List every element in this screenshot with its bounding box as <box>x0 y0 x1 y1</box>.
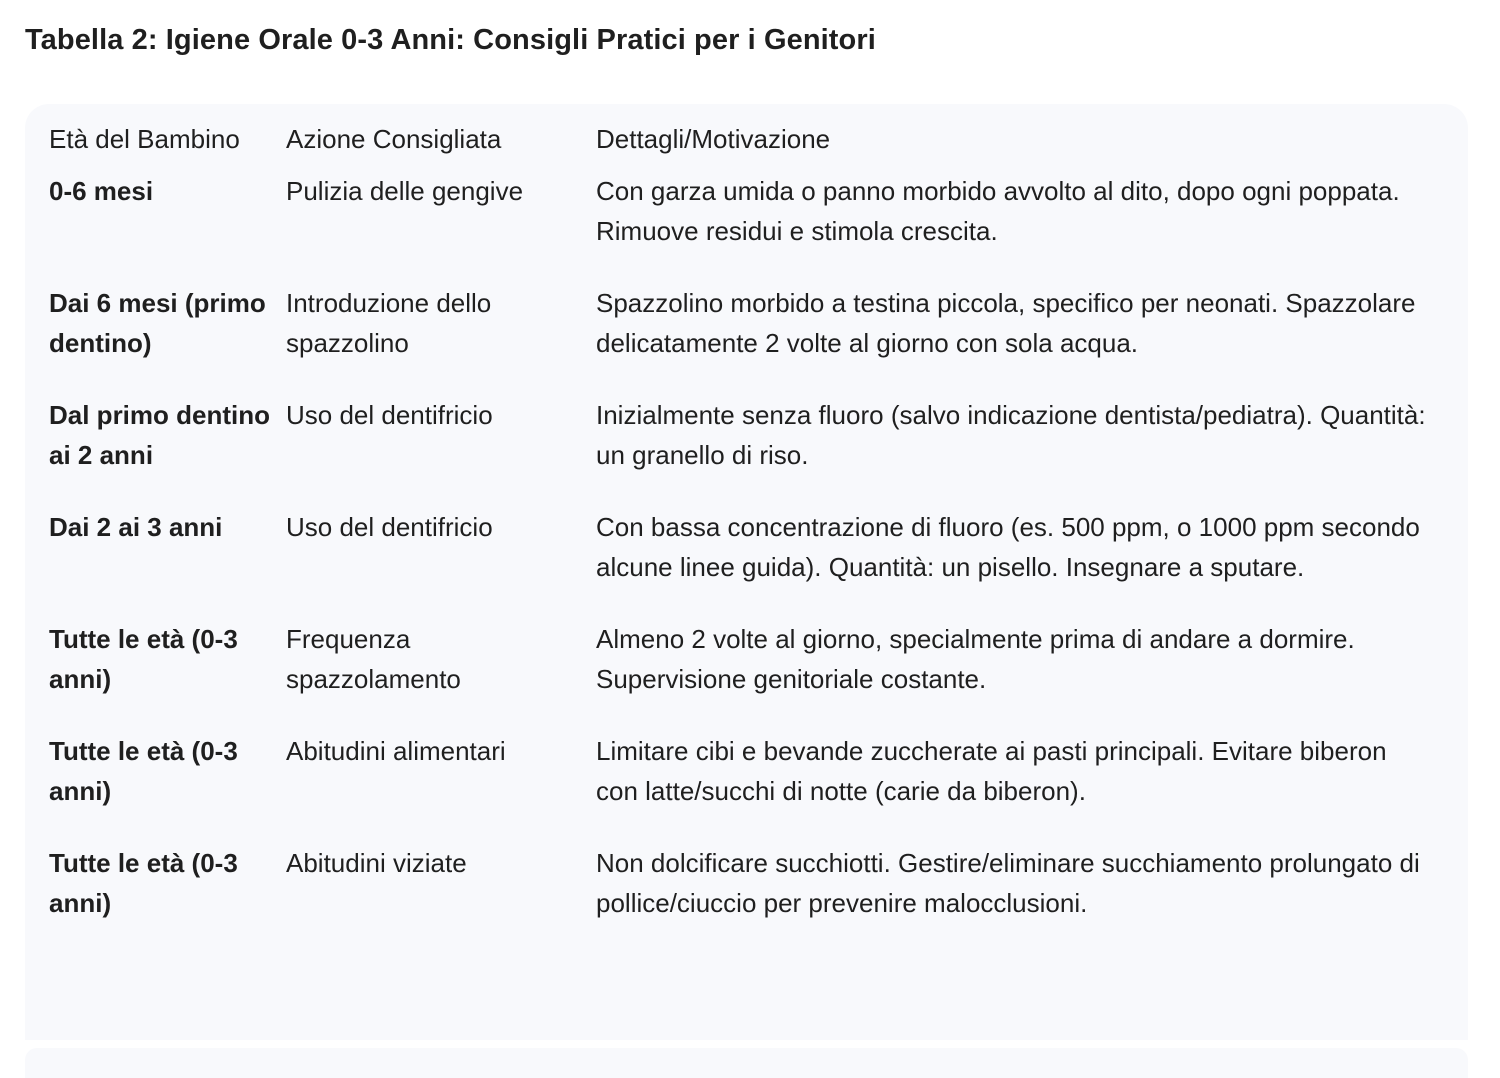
page-title: Tabella 2: Igiene Orale 0-3 Anni: Consigli Pratici per i Genitori <box>25 24 876 56</box>
table-header-row <box>25 104 1468 171</box>
action-cell: Abitudini viziate <box>286 848 467 878</box>
action-cell: Uso del dentifricio <box>286 400 493 430</box>
oral-hygiene-table <box>25 104 1468 955</box>
age-cell: Dai 2 ai 3 anni <box>49 512 223 542</box>
action-cell: Introduzione dello spazzolino <box>286 288 492 358</box>
detail-cell: Almeno 2 volte al giorno, specialmente prima di andare a dormire. Supervisione genitoriale costante. <box>596 624 1355 694</box>
column-header-action: Azione Consigliata <box>286 124 502 154</box>
table-row <box>25 619 1468 731</box>
column-header-details: Dettagli/Motivazione <box>596 124 831 154</box>
action-cell: Frequenza spazzolamento <box>286 624 461 694</box>
table-footer-bar <box>25 1048 1468 1078</box>
age-cell: Tutte le età (0-3 anni) <box>49 848 238 918</box>
age-cell: Dai 6 mesi (primo dentino) <box>49 288 266 358</box>
age-cell: Tutte le età (0-3 anni) <box>49 624 238 694</box>
action-cell: Abitudini alimentari <box>286 736 506 766</box>
age-cell: 0-6 mesi <box>49 176 154 206</box>
table-row <box>25 507 1468 619</box>
table-container <box>25 104 1468 1040</box>
column-header-age: Età del Bambino <box>49 124 240 154</box>
detail-cell: Con garza umida o panno morbido avvolto al dito, dopo ogni poppata. Rimuove residui e stimola crescita. <box>596 176 1400 246</box>
table-row <box>25 843 1468 955</box>
action-cell: Uso del dentifricio <box>286 512 493 542</box>
table-row <box>25 731 1468 843</box>
detail-cell: Con bassa concentrazione di fluoro (es. 500 ppm, o 1000 ppm secondo alcune linee guida). Quantità: un pisello. Insegnare a sputare. <box>596 512 1420 582</box>
age-cell: Tutte le età (0-3 anni) <box>49 736 238 806</box>
detail-cell: Limitare cibi e bevande zuccherate ai pasti principali. Evitare biberon con latte/succhi di notte (carie da biberon). <box>596 736 1387 806</box>
table-row <box>25 395 1468 507</box>
age-cell: Dal primo dentino ai 2 anni <box>49 400 270 470</box>
detail-cell: Non dolcificare succhiotti. Gestire/eliminare succhiamento prolungato di pollice/ciuccio per prevenire malocclusioni. <box>596 848 1420 918</box>
action-cell: Pulizia delle gengive <box>286 176 524 206</box>
detail-cell: Spazzolino morbido a testina piccola, specifico per neonati. Spazzolare delicatamente 2 volte al giorno con sola acqua. <box>596 288 1416 358</box>
table-row <box>25 171 1468 283</box>
table-row <box>25 283 1468 395</box>
detail-cell: Inizialmente senza fluoro (salvo indicazione dentista/pediatra). Quantità: un granello di riso. <box>596 400 1426 470</box>
